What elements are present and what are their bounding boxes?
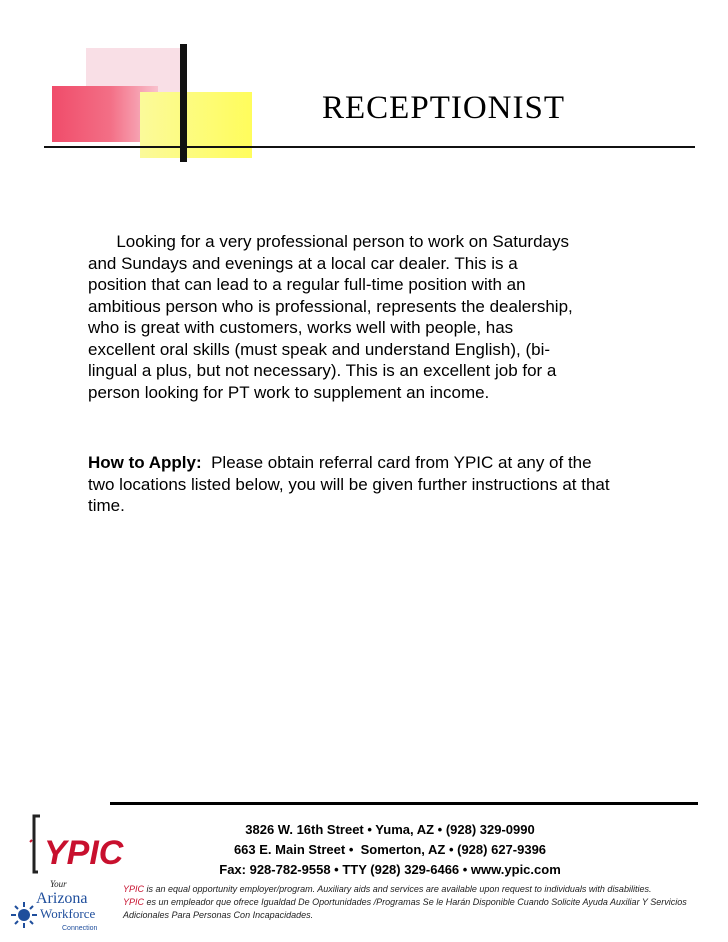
description-line: who is great with customers, works well with people, has (88, 318, 514, 337)
logo-sun-icon (11, 902, 37, 928)
description-line: position that can lead to a regular full-time position with an (88, 275, 526, 294)
logo-bracket (34, 816, 40, 872)
how-to-apply (88, 452, 678, 517)
ypic-logo (10, 812, 124, 934)
logo-connection-text: Connection (62, 925, 98, 932)
description-line: and Sundays and evenings at a local car dealer. This is a (88, 253, 518, 273)
disclaimer-text-en: is an equal opportunity employer/program. Auxiliary aids and services are available upon request to individuals with disabilities. (144, 884, 652, 894)
description-line: Looking for a very professional person to work on Saturdays (88, 232, 569, 251)
description-line: ambitious person who is professional, represents the dealership, (88, 296, 573, 316)
footer-address-yuma: 3826 W. 16th Street • Yuma, AZ • (928) 329-0990 (245, 822, 535, 837)
disclaimer-brand: YPIC (123, 884, 145, 894)
logo-your-text: Your (50, 879, 67, 889)
job-description (88, 231, 678, 403)
logo-arizona-text: Arizona (36, 890, 88, 907)
page-title: RECEPTIONIST (322, 90, 565, 126)
footer-address-somerton: 663 E. Main Street • Somerton, AZ • (928) 627-9396 (233, 842, 547, 857)
logo-ypic-text: YPIC (44, 834, 124, 872)
footer-disclaimer (123, 883, 703, 922)
header-rule (44, 146, 695, 148)
how-to-apply-label: How to Apply: (88, 453, 202, 472)
disclaimer-text-es: Adicionales Para Personas Con Incapacidades. (123, 910, 314, 920)
logo-mark (30, 840, 32, 842)
apply-text: time. (88, 496, 125, 515)
disclaimer-brand: YPIC (123, 897, 145, 907)
description-line: lingual a plus, but not necessary). This is an excellent job for a (88, 361, 557, 380)
apply-text: two locations listed below, you will be given further instructions at that (88, 474, 610, 494)
decor-vertical-bar (180, 44, 187, 162)
footer-contact: Fax: 928-782-9558 • TTY (928) 329-6466 • www.ypic.com (219, 862, 561, 877)
description-line: person looking for PT work to supplement an income. (88, 382, 490, 402)
disclaimer-text-es: es un empleador que ofrece Igualdad De Oportunidades /Programas Se le Harán Disponible Cuando Solicite Ayuda Auxiliar Y Servicios (144, 897, 687, 907)
footer-rule (110, 802, 698, 805)
apply-text: Please obtain referral card from YPIC at any of the (201, 453, 592, 472)
description-line: excellent oral skills (must speak and understand English), (bi- (88, 339, 551, 359)
decor-yellow-square (140, 92, 252, 158)
logo-workforce-text: Workforce (40, 906, 96, 921)
